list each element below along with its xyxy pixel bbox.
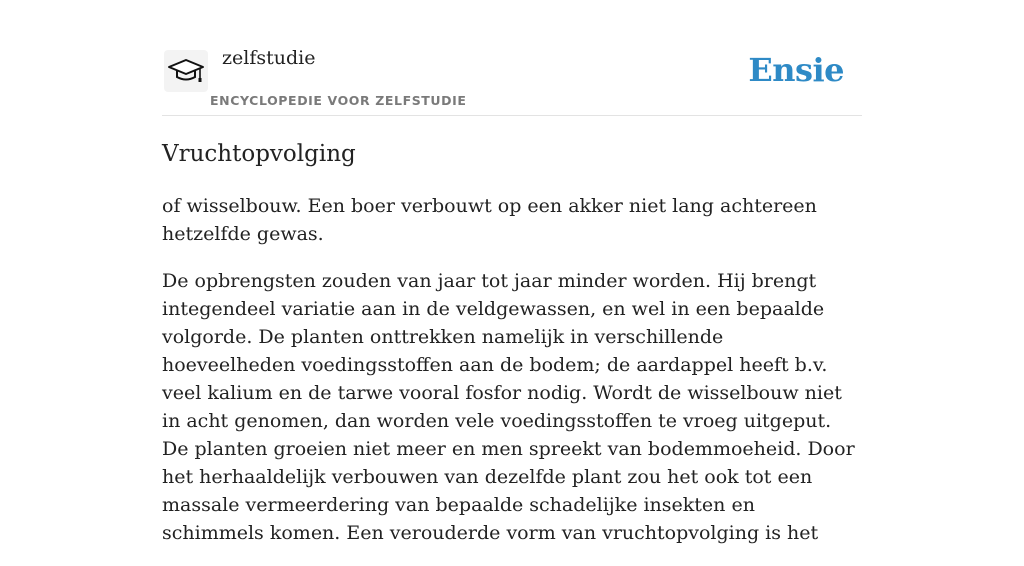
graduation-cap-icon — [167, 56, 205, 86]
page — [162, 0, 862, 544]
site-header — [162, 0, 862, 116]
site-tagline: ENCYCLOPEDIE VOOR ZELFSTUDIE — [210, 93, 467, 108]
article-body — [162, 192, 862, 566]
site-name-link[interactable]: zelfstudie — [222, 47, 316, 69]
article-paragraph: De opbrengsten zouden van jaar tot jaar minder worden. Hij brengt integendeel variatie aan in de veldgewassen, en wel in een bepaalde volgorde. De planten onttrekken namelijk in verschillende hoeveelheden voedingsstoffen aan de bodem; de aardappel heeft b.v. veel kalium en de tarwe vooral fosfor nodig. Wordt de wisselbouw niet in acht genomen, dan worden vele voedingsstoffen te vroeg uitgeput. De planten groeien niet meer en men spreekt van bodemmoeheid. Door het herhaaldelijk verbouwen van dezelfde plant zou het ook tot een massale vermeerdering van bepaalde schadelijke insekten en schimmels komen. Een verouderde vorm van vruchtopvolging is het — [162, 270, 855, 544]
site-logo[interactable] — [164, 50, 208, 92]
ensie-brand-link[interactable]: Ensie — [748, 51, 844, 89]
article-paragraph: of wisselbouw. Een boer verbouwt op een akker niet lang achtereen hetzelfde gewas. — [162, 195, 817, 245]
article-title: Vruchtopvolging — [162, 141, 356, 167]
